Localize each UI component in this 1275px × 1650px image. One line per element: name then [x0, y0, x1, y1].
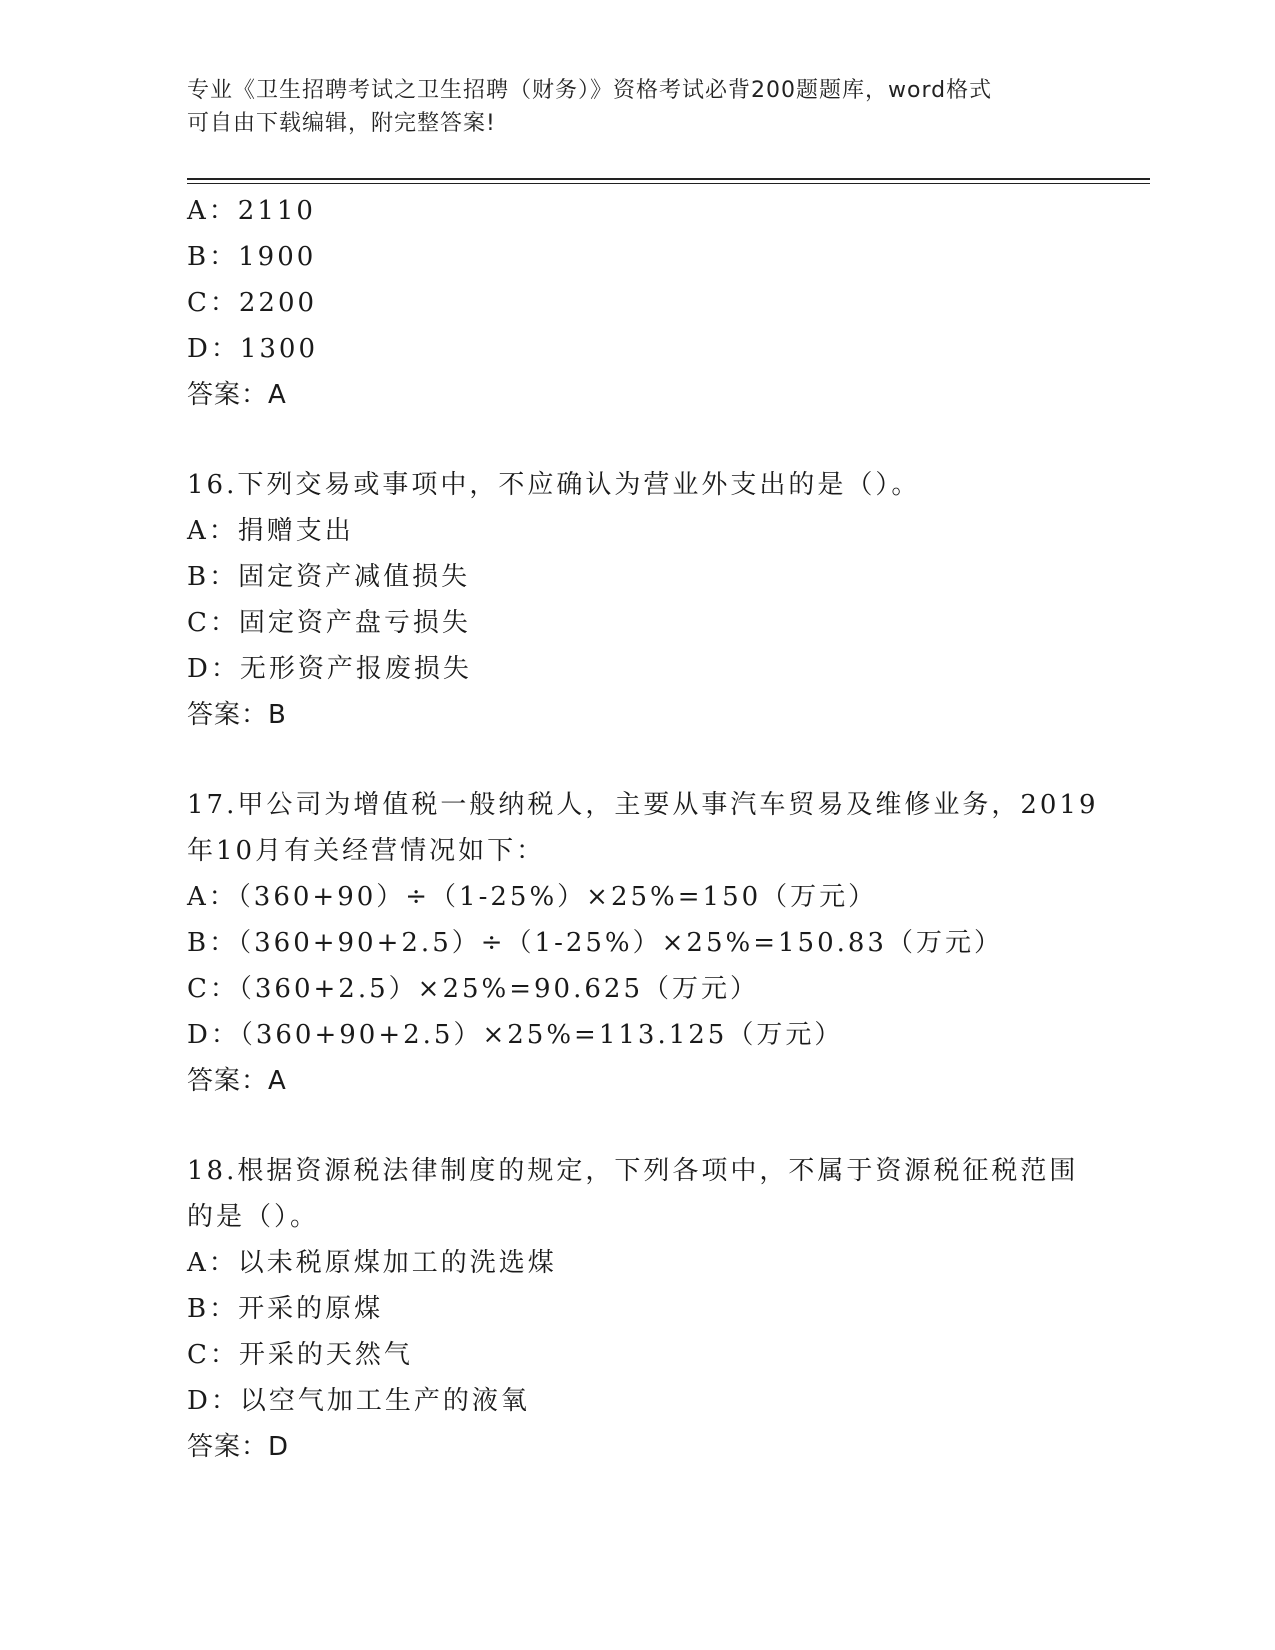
option-c: C：开采的天然气: [187, 1340, 413, 1370]
option-d: D：1300: [187, 334, 319, 364]
question-16: [187, 462, 1087, 738]
question-stem-line-1: 18.根据资源税法律制度的规定，下列各项中，不属于资源税征税范围: [187, 1156, 1079, 1186]
option-b: B：1900: [187, 242, 317, 272]
option-a: A：2110: [187, 196, 316, 226]
option-c: C：固定资产盘亏损失: [187, 608, 471, 638]
option-b: B：（360+90+2.5）÷（1-25%）×25%=150.83（万元）: [187, 928, 1003, 958]
header-rule-thin: [187, 183, 1150, 184]
question-17: [187, 782, 1099, 1104]
document-header: [187, 74, 1087, 140]
option-a: A：以未税原煤加工的洗选煤: [187, 1248, 557, 1278]
answer: 答案：A: [187, 1066, 287, 1096]
question-stem-line-2: 的是（）。: [187, 1202, 320, 1232]
question-stem: 16.下列交易或事项中，不应确认为营业外支出的是（）。: [187, 470, 921, 500]
option-a: A：捐赠支出: [187, 516, 354, 546]
option-c: C：2200: [187, 288, 318, 318]
answer: 答案：A: [187, 380, 287, 410]
question-15: [187, 188, 1087, 418]
option-d: D：以空气加工生产的液氧: [187, 1386, 530, 1416]
answer: 答案：D: [187, 1432, 290, 1462]
option-a: A：（360+90）÷（1-25%）×25%=150（万元）: [187, 882, 878, 912]
option-c: C：（360+2.5）×25%=90.625（万元）: [187, 974, 759, 1004]
option-d: D：无形资产报废损失: [187, 654, 472, 684]
question-18: [187, 1148, 1087, 1470]
question-stem-line-1: 17.甲公司为增值税一般纳税人，主要从事汽车贸易及维修业务，2019: [187, 790, 1099, 820]
option-b: B：固定资产减值损失: [187, 562, 471, 592]
answer: 答案：B: [187, 700, 287, 730]
question-stem-line-2: 年10月有关经营情况如下：: [187, 836, 546, 866]
question-list: [187, 188, 1099, 1470]
header-line-1: 专业《卫生招聘考试之卫生招聘（财务）》资格考试必背200题题库，word格式: [187, 78, 993, 103]
option-d: D：（360+90+2.5）×25%=113.125（万元）: [187, 1020, 844, 1050]
option-b: B：开采的原煤: [187, 1294, 384, 1324]
header-rule: [187, 178, 1150, 180]
header-line-2: 可自由下载编辑，附完整答案!: [187, 111, 496, 136]
